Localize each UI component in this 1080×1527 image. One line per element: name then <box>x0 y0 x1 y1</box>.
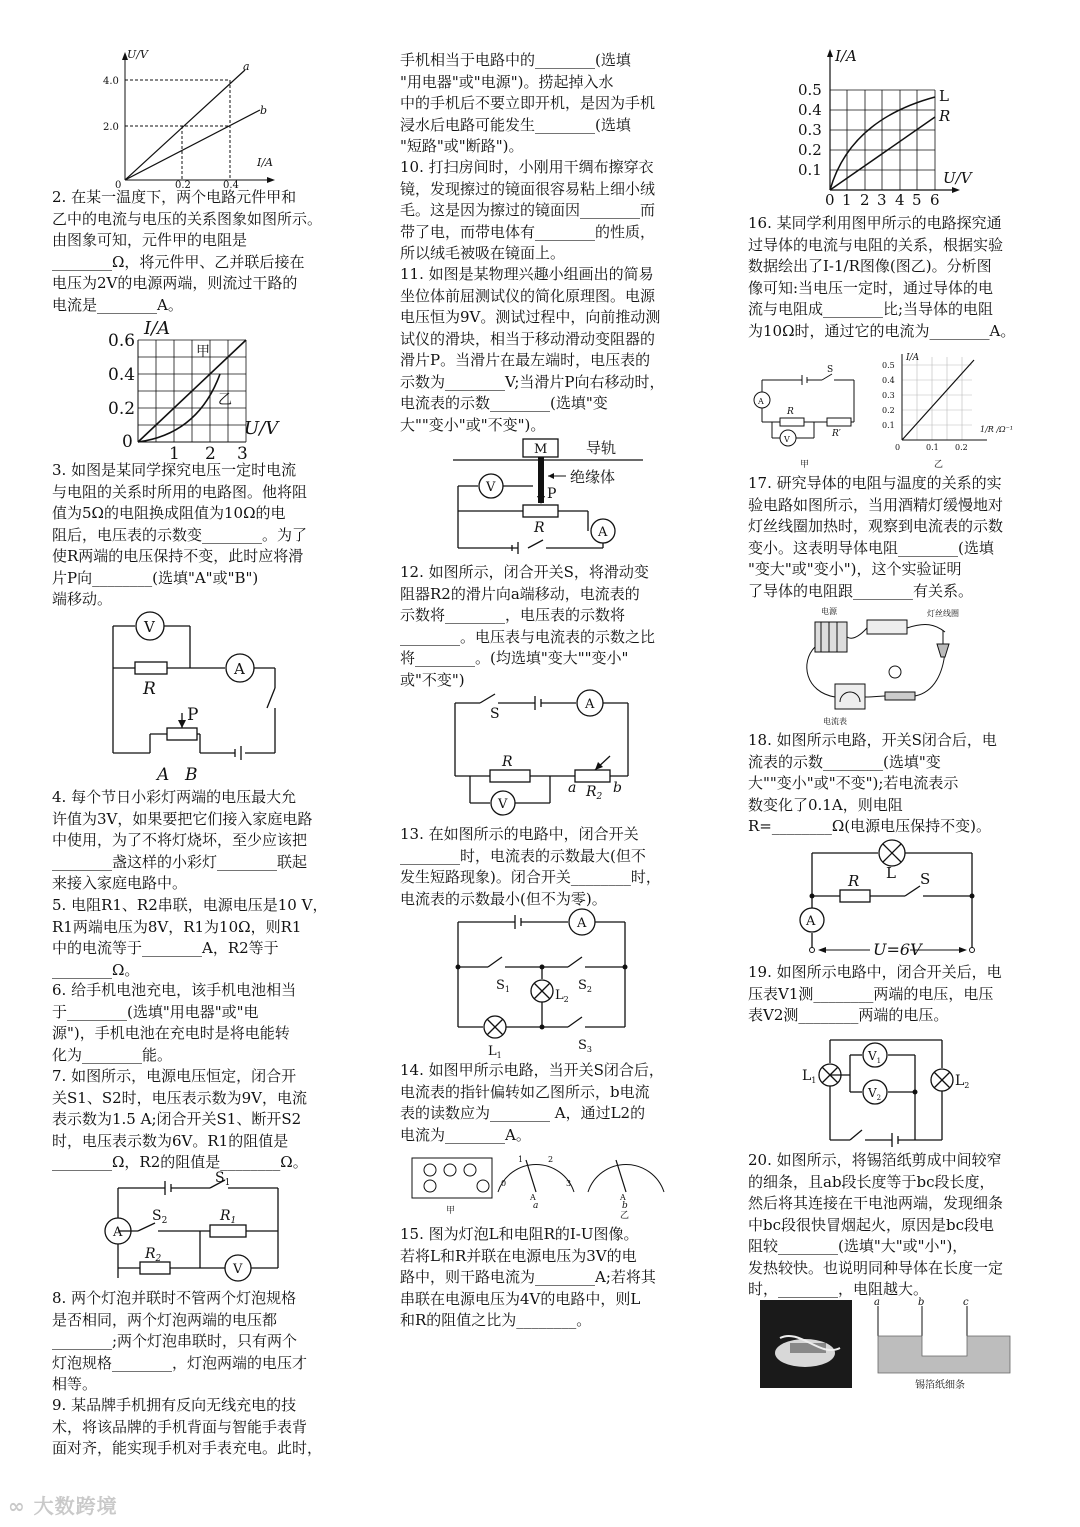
question-13 <box>400 824 700 910</box>
q5-line: R1两端电压为8V，R1为10Ω，则R1 <box>52 917 302 936</box>
question-7 <box>52 1066 352 1174</box>
q12-line: 将________。(均选填"变大""变小" <box>400 649 629 667</box>
q16-line: 过导体的电流与电阻的关系，根据实验 <box>748 235 1004 254</box>
q16-label-rp: R′ <box>832 429 841 439</box>
q12-line: ________。电压表与电流表的示数之比 <box>400 627 656 646</box>
q15-xtick-3: 3 <box>877 191 887 209</box>
q16-xtick-02: 0.2 <box>955 443 968 452</box>
q7-label-s2: $S_2$ <box>152 1208 168 1226</box>
q14-scale-0: 0 <box>501 1179 507 1188</box>
q7-line: ________Ω，R2的阻值是________Ω。 <box>52 1153 308 1171</box>
q15-ytick-05: 0.5 <box>798 81 822 99</box>
q20-line: 时，________，电阻越大。 <box>748 1280 929 1298</box>
q8-line: 是否相同，两个灯泡两端的电压都 <box>52 1310 278 1329</box>
q14-scale-1: 1 <box>518 1155 524 1164</box>
q20-line: 20. 如图所示，将锡箔纸剪成中间较窄 <box>748 1151 1002 1169</box>
question-6 <box>52 980 352 1066</box>
q18-line: 数变化了0.1A，则电阻 <box>748 795 903 814</box>
q12-line: 12. 如图所示，闭合开关S，将滑动变 <box>400 563 649 581</box>
q16-ytick-04: 0.4 <box>882 376 895 385</box>
iu-grid-xlabel: U/V <box>244 418 279 439</box>
iu-grid-xtick-3: 3 <box>237 444 248 464</box>
q15-line: 15. 图为灯泡L和电阻R的I-U图像。 <box>400 1225 639 1243</box>
q12-label-r: R <box>502 754 513 770</box>
q16-ammeter-label: A <box>758 397 764 406</box>
q15-line: 路中，则干路电流为________A;若将其 <box>400 1268 656 1286</box>
iu-grid-xtick-2: 2 <box>205 444 216 464</box>
q11-line: 电压恒为9V。测试过程中，向前推动测 <box>400 308 661 326</box>
q14-meter-a: a <box>533 1201 539 1211</box>
ui-graph-xtick-0: 0 <box>115 180 122 191</box>
q12-label-s: S <box>490 706 500 722</box>
q12-line: 或"不变") <box>400 670 465 689</box>
question-2 <box>52 187 352 316</box>
q15-line-r: R <box>939 107 951 125</box>
q10-line: 带了电，而带电体有________的性质， <box>400 222 656 241</box>
q16-label-s: S <box>827 365 834 375</box>
q3-line: 端移动。 <box>52 590 113 608</box>
ui-graph-ylabel: U/V <box>127 48 148 61</box>
q11-label-rail: 导轨 <box>586 439 617 457</box>
q7-line: 关S1、S2时，电压表示数为9V，电流 <box>52 1088 308 1107</box>
q16-ytick-05: 0.5 <box>882 361 895 370</box>
q6-line: 6. 给手机电池充电，该手机电池相当 <box>52 981 297 999</box>
q3-line: 使R两端的电压保持不变，此时应将滑 <box>52 547 304 565</box>
q15-xtick-1: 1 <box>842 191 852 209</box>
q15-ylabel: I/A <box>835 47 857 65</box>
q3-line: 片P向________(选填"A"或"B") <box>52 568 259 587</box>
q14-line: 表的读数应为________ A，通过L2的 <box>400 1104 646 1122</box>
q3-label-b: B <box>185 765 198 785</box>
q14-unit-a: A <box>530 1193 536 1202</box>
q16-graph-xlabel: 1/R /Ω⁻¹ <box>980 425 1014 434</box>
q7-label-r1: $R_1$ <box>220 1208 237 1226</box>
question-8 <box>52 1288 352 1396</box>
q9-line: 手机相当于电路中的________(选填 <box>400 51 631 69</box>
ui-graph-xlabel: I/A <box>257 156 273 169</box>
q15-ytick-04: 0.4 <box>798 101 822 119</box>
q5-line: 中的电流等于________A，R2等于 <box>52 939 279 957</box>
q9-line: "短路"或"断路")。 <box>400 137 524 155</box>
q3-voltmeter-label: V <box>144 618 155 636</box>
question-20 <box>748 1150 1048 1301</box>
q11-label-p: P <box>547 486 557 502</box>
q14-label-yi: 乙 <box>620 1211 630 1221</box>
watermark-text: 大数跨境 <box>33 1494 118 1518</box>
q14-label-jia: 甲 <box>446 1206 456 1216</box>
q20-line: 发热较快。也说明同种导体在长度一定 <box>748 1258 1004 1277</box>
q16-line: 16. 某同学利用图甲所示的电路探究通 <box>748 214 1002 232</box>
q16-voltmeter-label: V <box>784 435 790 444</box>
q17-line: 17. 研究导体的电阻与温度的关系的实 <box>748 474 1002 492</box>
q3-line: 与电阻的关系时所用的电路图。他将阻 <box>52 482 308 501</box>
q18-voltage-label: U=6V <box>873 940 922 959</box>
question-16 <box>748 213 1048 342</box>
q16-xtick-0: 0 <box>895 443 901 452</box>
question-19 <box>748 962 1048 1027</box>
q15-xtick-2: 2 <box>860 191 870 209</box>
q17-line: 灯丝线圈加热时，观察到电流表的示数 <box>748 517 1004 535</box>
ui-graph-ytick-4: 4.0 <box>103 76 119 87</box>
q18-label-s: S <box>920 870 931 888</box>
iu-grid-xtick-1: 1 <box>169 444 180 464</box>
q4-line: 许值为3V，如果要把它们接入家庭电路 <box>52 809 313 828</box>
q11-ammeter-label: A <box>598 525 608 540</box>
q9-line: 9. 某品牌手机拥有反向无线充电的技 <box>52 1396 297 1414</box>
q17-apparatus-figure <box>795 602 975 728</box>
q15-xtick-0: 0 <box>825 191 835 209</box>
q16-label-yi: 乙 <box>934 460 944 470</box>
q16-ytick-01: 0.1 <box>882 421 895 430</box>
question-10 <box>400 157 700 265</box>
q15-xtick-5: 5 <box>912 191 922 209</box>
iu-grid-figure <box>108 312 288 462</box>
ui-graph-xtick-04: 0.4 <box>223 180 239 191</box>
q4-line: ________盏这样的小彩灯________联起 <box>52 852 308 871</box>
question-18 <box>748 730 1048 838</box>
ui-graph-figure <box>103 48 280 191</box>
q9-line: 中的手机后不要立即开机，是因为手机 <box>400 94 656 112</box>
q13-label-l2: $L_2$ <box>555 988 569 1004</box>
q11-label-insulator: 绝缘体 <box>570 468 616 486</box>
q3-label-p: P <box>187 705 199 725</box>
q13-line: 13. 在如图所示的电路中，闭合开关 <box>400 825 639 843</box>
q16-line: 像可知:当电压一定时，通过导体的电 <box>748 278 994 297</box>
q12-ammeter-label: A <box>585 697 595 712</box>
q13-ammeter-label: A <box>577 916 587 931</box>
q11-line: 11. 如图是某物理兴趣小组画出的简易 <box>400 265 654 283</box>
q19-label-l1: $L_1$ <box>802 1068 817 1085</box>
q15-line: 和R的阻值之比为________。 <box>400 1311 592 1329</box>
q14-line: 电流为________A。 <box>400 1125 531 1144</box>
q14-scale-3: 3 <box>566 1179 572 1188</box>
watermark <box>8 1490 118 1519</box>
q3-ammeter-label: A <box>234 660 245 678</box>
q18-line: R=________Ω(电源电压保持不变)。 <box>748 817 992 835</box>
q12-line: 阻器R2的滑片向a端移动，电流表的 <box>400 584 640 603</box>
q4-line: 中使用，为了不将灯烧坏，至少应该把 <box>52 831 308 849</box>
q15-line-l: L <box>939 87 949 105</box>
q16-line: 流与电阻成________比;当导体的电阻 <box>748 300 994 318</box>
question-4 <box>52 787 352 895</box>
q20-line: 的细条，且ab段长度等于bc段长度， <box>748 1172 995 1191</box>
q17-line: 验电路如图所示，当用酒精灯缓慢地对 <box>748 495 1004 514</box>
iu-grid-ylabel: I/A <box>144 318 171 339</box>
q7-line: 时，电压表示数为6V。R1的阻值是 <box>52 1131 289 1150</box>
iu-grid-ytick-04: 0.4 <box>108 365 136 385</box>
q20-label-a: a <box>874 1297 880 1308</box>
q20-line: 然后将其连接在干电池两端，发现细条 <box>748 1194 1004 1212</box>
ui-graph-xtick-02: 0.2 <box>175 180 191 191</box>
q19-label-l2: $L_2$ <box>955 1073 970 1090</box>
q11-label-r: R <box>534 520 545 536</box>
q17-line: 变小。这表明导体电阻________(选填 <box>748 538 994 557</box>
q13-label-s1: $S_1$ <box>496 978 510 994</box>
q13-line: 电流表的示数最小(但不为零)。 <box>400 889 607 908</box>
q3-line: 3. 如图是某同学探究电压一定时电流 <box>52 461 297 479</box>
question-5 <box>52 895 352 981</box>
q20-line: 中bc段很快冒烟起火，原因是bc段电 <box>748 1215 995 1234</box>
q7-label-r2: $R_2$ <box>145 1246 162 1264</box>
q15-ytick-03: 0.3 <box>798 121 822 139</box>
q15-xtick-4: 4 <box>895 191 905 209</box>
q13-label-l1: $L_1$ <box>488 1044 502 1060</box>
question-14 <box>400 1060 700 1146</box>
iu-grid-line-yi: 乙 <box>218 392 232 408</box>
q17-line: 了导体的电阻跟________有关系。 <box>748 581 974 600</box>
q9-line: 术，将该品牌的手机背面与智能手表背 <box>52 1417 308 1436</box>
q9-line: "用电器"或"电源")。捞起掉入水 <box>400 72 614 91</box>
q12-label-b: b <box>613 780 622 796</box>
q14-circuit-meters-figure <box>408 1148 678 1220</box>
q2-line: 由图象可知，元件甲的电阻是 <box>52 231 248 249</box>
q16-xtick-01: 0.1 <box>926 443 939 452</box>
ui-graph-ytick-2: 2.0 <box>103 122 119 133</box>
q15-xlabel: U/V <box>943 169 972 187</box>
question-9 <box>52 1395 352 1460</box>
q2-line: 电压为2V的电源两端，则流过干路的 <box>52 274 298 292</box>
q18-line: 18. 如图所示电路，开关S闭合后，电 <box>748 731 997 749</box>
q5-line: 5. 电阻R1、R2串联，电源电压是10 V， <box>52 896 328 914</box>
q17-line: "变大"或"变小")，这个实验证明 <box>748 560 962 578</box>
q19-voltmeter-v1: $V_1$ <box>868 1049 882 1065</box>
q20-foil-figure <box>760 1298 1030 1393</box>
q9-line: 面对齐，能实现手机对手表充电。此时， <box>52 1439 323 1457</box>
q12-circuit-figure <box>450 688 640 818</box>
q14-scale-2: 2 <box>548 1155 554 1164</box>
q3-label-a: A <box>157 765 170 785</box>
q16-label-jia: 甲 <box>800 460 810 470</box>
q11-line: 坐位体前屈测试仪的简化原理图。电源 <box>400 286 656 305</box>
q15-ytick-01: 0.1 <box>798 161 822 179</box>
q5-line: ________Ω。 <box>52 960 140 979</box>
q3-line: 阻后，电压表的示数变________。为了 <box>52 525 308 544</box>
q10-line: 10. 打扫房间时，小刚用干绸布擦穿衣 <box>400 158 654 176</box>
ui-graph-line-b: b <box>260 104 268 117</box>
q2-line: ________Ω，将元件甲、乙并联后接在 <box>52 252 305 271</box>
q11-line: 电流表的示数________(选填"变 <box>400 394 608 412</box>
q16-line: 为10Ω时，通过它的电流为________A。 <box>748 321 1016 340</box>
ui-graph-line-a: a <box>243 60 250 73</box>
q18-line: 流表的示数________(选填"变 <box>748 752 941 771</box>
q13-label-s2: $S_2$ <box>578 978 592 994</box>
q19-line: 19. 如图所示电路中，闭合开关后，电 <box>748 963 1002 981</box>
q20-line: 阻较________(选填"大"或"小")， <box>748 1237 968 1255</box>
q18-line: 大""变小"或"不变");若电流表示 <box>748 774 959 792</box>
q15-xtick-6: 6 <box>930 191 940 209</box>
q15-iu-graph-figure <box>795 45 975 209</box>
q11-voltmeter-label: V <box>486 480 496 495</box>
q13-line: ________时，电流表的示数最大(但不 <box>400 846 646 865</box>
q11-line: 示数为________V;当滑片P向右移动时， <box>400 372 665 391</box>
q16-label-r: R <box>787 407 794 417</box>
q16-graph-ylabel: I/A <box>906 353 920 363</box>
q15-line: 若将L和R并联在电源电压为3V的电 <box>400 1246 637 1265</box>
q6-line: 源")，手机电池在充电时是将电能转 <box>52 1024 290 1042</box>
q11-line: 滑片P。当滑片在最左端时，电压表的 <box>400 351 651 369</box>
q7-line: 7. 如图所示，电源电压恒定，闭合开 <box>52 1067 297 1085</box>
q8-line: 相等。 <box>52 1375 98 1393</box>
q12-label-a: a <box>568 780 577 796</box>
question-17 <box>748 473 1048 602</box>
q14-unit-b: A <box>620 1193 626 1202</box>
q7-circuit-figure <box>100 1168 290 1283</box>
q6-line: 化为________能。 <box>52 1045 173 1064</box>
q19-line: 表V2测________两端的电压。 <box>748 1006 949 1024</box>
q11-line: 大""变小"或"不变")。 <box>400 415 546 434</box>
q8-line: ________;两个灯泡串联时，只有两个 <box>52 1332 298 1350</box>
q10-line: 毛。这是因为擦过的镜面因________而 <box>400 201 656 219</box>
q19-voltmeter-v2: $V_2$ <box>868 1086 882 1102</box>
q6-line: 于________(选填"用电器"或"电 <box>52 1002 259 1021</box>
q12-voltmeter-label: V <box>498 797 508 812</box>
q19-line: 压表V1测________两端的电压，电压 <box>748 984 994 1003</box>
question-15 <box>400 1224 700 1332</box>
q20-label-c: c <box>963 1297 969 1308</box>
q18-ammeter-label: A <box>806 914 816 929</box>
q13-line: 发生短路现象)。闭合开关________时， <box>400 868 661 886</box>
q9-line: 浸水后电路可能发生________(选填 <box>400 115 631 134</box>
q17-label-ammeter: 电流表 <box>823 717 847 726</box>
q4-line: 4. 每个节日小彩灯两端的电压最大允 <box>52 788 297 806</box>
q18-label-l: L <box>886 864 896 882</box>
q7-ammeter-label: A <box>113 1225 123 1240</box>
q12-label-r2: $R_2$ <box>586 784 603 802</box>
q13-circuit-figure <box>450 907 640 1062</box>
iu-grid-ytick-02: 0.2 <box>108 399 136 419</box>
q16-line: 数据绘出了I-1/R图像(图乙)。分析图 <box>748 257 992 275</box>
q7-line: 表示数为1.5 A;闭合开关S1、断开S2 <box>52 1110 302 1128</box>
q19-circuit-figure <box>800 1030 970 1150</box>
q18-label-r: R <box>848 872 860 890</box>
question-11 <box>400 264 700 436</box>
q13-label-s3: $S_3$ <box>578 1038 592 1054</box>
q8-line: 灯泡规格________，灯泡两端的电压才 <box>52 1353 308 1372</box>
iu-grid-ytick-0: 0 <box>122 432 133 452</box>
q3-line: 值为5Ω的电阻换成阻值为10Ω的电 <box>52 504 286 522</box>
q2-line: 电流是________A。 <box>52 295 183 314</box>
q16-circuit-graph-figure <box>752 352 1032 474</box>
q7-voltmeter-label: V <box>233 1262 243 1277</box>
q11-line: 试仪的滑块，相当于移动滑动变阻器的 <box>400 329 656 348</box>
watermark-icon: ∞ <box>8 1494 26 1518</box>
q16-ytick-02: 0.2 <box>882 406 895 415</box>
q14-line: 14. 如图甲所示电路，当开关S闭合后， <box>400 1061 664 1079</box>
question-9-cont <box>400 50 700 158</box>
q10-line: 镜，发现擦过的镜面很容易粘上细小绒 <box>400 179 656 198</box>
question-3 <box>52 460 352 611</box>
q3-label-r: R <box>143 679 156 699</box>
q2-line: 2. 在某一温度下，两个电路元件甲和 <box>52 188 297 206</box>
q14-line: 电流表的指针偏转如乙图所示，b电流 <box>400 1082 650 1101</box>
q15-line: 串联在电源电压为4V的电路中，则L <box>400 1289 641 1308</box>
q2-line: 乙中的电流与电压的关系图象如图所示。 <box>52 209 323 228</box>
q17-label-power: 电源 <box>821 607 837 616</box>
q11-label-m: M <box>534 442 548 457</box>
question-12 <box>400 562 700 691</box>
q12-line: 示数将________，电压表的示数将 <box>400 606 626 624</box>
q4-line: 来接入家庭电路中。 <box>52 874 188 892</box>
q18-circuit-figure <box>800 838 980 962</box>
q14-meter-b: b <box>622 1201 628 1211</box>
iu-grid-line-jia: 甲 <box>196 344 210 360</box>
q15-ytick-02: 0.2 <box>798 141 822 159</box>
q7-label-s1: $S_1$ <box>215 1170 231 1188</box>
q8-line: 8. 两个灯泡并联时不管两个灯泡规格 <box>52 1289 297 1307</box>
q3-circuit-figure <box>95 608 295 788</box>
q10-line: 所以绒毛被吸在镜面上。 <box>400 244 566 262</box>
q11-circuit-figure <box>448 436 648 556</box>
q16-ytick-03: 0.3 <box>882 391 895 400</box>
q17-label-coil: 灯丝线圈 <box>927 609 959 618</box>
q20-caption: 锡箔纸细条 <box>915 1380 965 1391</box>
q20-label-b: b <box>918 1297 925 1308</box>
iu-grid-ytick-06: 0.6 <box>108 331 136 351</box>
